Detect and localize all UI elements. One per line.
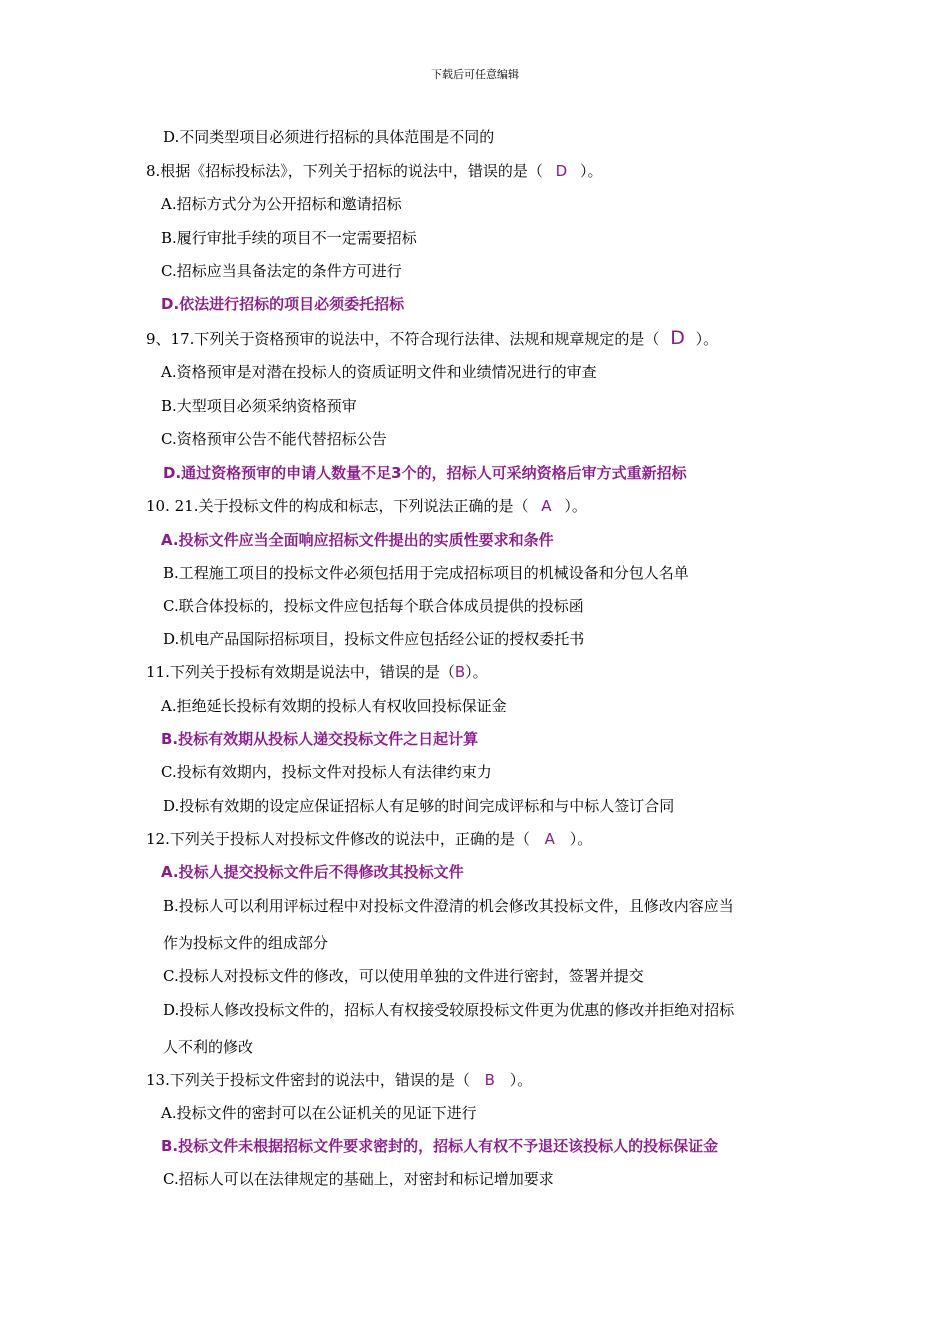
option-b: B.履行审批手续的项目不一定需要招标 — [161, 229, 417, 247]
option-a-correct: A.投标人提交投标文件后不得修改其投标文件 — [161, 863, 464, 881]
option-b-continued: 作为投标文件的组成部分 — [163, 934, 329, 952]
question-text: 9、17.下列关于资格预审的说法中，不符合现行法律、法规和规章规定的是（ — [146, 330, 660, 348]
option-d-correct: D.依法进行招标的项目必须委托招标 — [161, 295, 405, 313]
option-d-continued: 人不利的修改 — [163, 1038, 254, 1056]
option-b: B.投标人可以利用评标过程中对投标文件澄清的机会修改其投标文件，且修改内容应当 — [163, 897, 734, 915]
question-12 — [146, 829, 592, 849]
question-text: 13.下列关于投标文件密封的说法中，错误的是（ — [146, 1071, 470, 1089]
option-b: B.工程施工项目的投标文件必须包括用于完成招标项目的机械设备和分包人名单 — [163, 564, 689, 582]
option-c: C.招标应当具备法定的条件方可进行 — [161, 262, 402, 280]
question-end: ）。 — [579, 162, 603, 180]
answer-letter: D — [670, 327, 685, 349]
question-text: 8.根据《招标投标法》，下列关于招标的说法中，错误的是（ — [146, 162, 543, 180]
question-text: 10. 21.关于投标文件的构成和标志，下列说法正确的是（ — [146, 497, 529, 515]
option-b: B.大型项目必须采纳资格预审 — [161, 397, 357, 415]
option-d: D.机电产品国际招标项目，投标文件应包括经公证的授权委托书 — [163, 630, 585, 648]
option-a: A.投标文件的密封可以在公证机关的见证下进行 — [161, 1104, 477, 1122]
option-b-correct: B.投标文件未根据招标文件要求密封的，招标人有权不予退还该投标人的投标保证金 — [161, 1137, 719, 1155]
option-c: C.投标人对投标文件的修改，可以使用单独的文件进行密封，签署并提交 — [163, 967, 644, 985]
option-d-correct: D.通过资格预审的申请人数量不足3个的，招标人可采纳资格后审方式重新招标 — [163, 464, 687, 482]
answer-letter: D — [555, 162, 568, 180]
question-end: ）。 — [509, 1071, 533, 1089]
option-b-correct: B.投标有效期从投标人递交投标文件之日起计算 — [161, 730, 479, 748]
question-8 — [146, 161, 602, 181]
option-a: A.资格预审是对潜在投标人的资质证明文件和业绩情况进行的审查 — [161, 363, 597, 381]
question-text: 11.下列关于投标有效期是说法中，错误的是（ — [146, 663, 455, 681]
answer-letter: B — [484, 1071, 495, 1089]
option-a: A.拒绝延长投标有效期的投标人有权收回投标保证金 — [161, 697, 507, 715]
question-10 — [146, 496, 587, 516]
answer-letter: B — [454, 663, 466, 681]
option-a-correct: A.投标文件应当全面响应招标文件提出的实质性要求和条件 — [161, 531, 554, 549]
question-end: ）。 — [465, 663, 488, 681]
option-d: D.不同类型项目必须进行招标的具体范围是不同的 — [163, 128, 495, 146]
answer-letter: A — [541, 497, 552, 515]
question-end: ）。 — [695, 330, 719, 348]
page-header: 下载后可任意编辑 — [431, 68, 519, 81]
question-end: ）。 — [569, 830, 593, 848]
question-11 — [146, 662, 488, 682]
option-a: A.招标方式分为公开招标和邀请招标 — [161, 195, 402, 213]
question-text: 12.下列关于投标人对投标文件修改的说法中，正确的是（ — [146, 830, 530, 848]
option-d: D.投标人修改投标文件的，招标人有权接受较原投标文件更为优惠的修改并拒绝对招标 — [163, 1001, 735, 1019]
question-end: ）。 — [564, 497, 587, 515]
question-13 — [146, 1070, 532, 1090]
answer-letter: A — [544, 830, 555, 848]
option-d: D.投标有效期的设定应保证招标人有足够的时间完成评标和与中标人签订合同 — [163, 797, 675, 815]
option-c: C.联合体投标的，投标文件应包括每个联合体成员提供的投标函 — [163, 597, 584, 615]
option-c: C.招标人可以在法律规定的基础上，对密封和标记增加要求 — [163, 1170, 554, 1188]
option-c: C.投标有效期内，投标文件对投标人有法律约束力 — [161, 763, 492, 781]
question-9 — [146, 328, 718, 349]
option-c: C.资格预审公告不能代替招标公告 — [161, 430, 387, 448]
